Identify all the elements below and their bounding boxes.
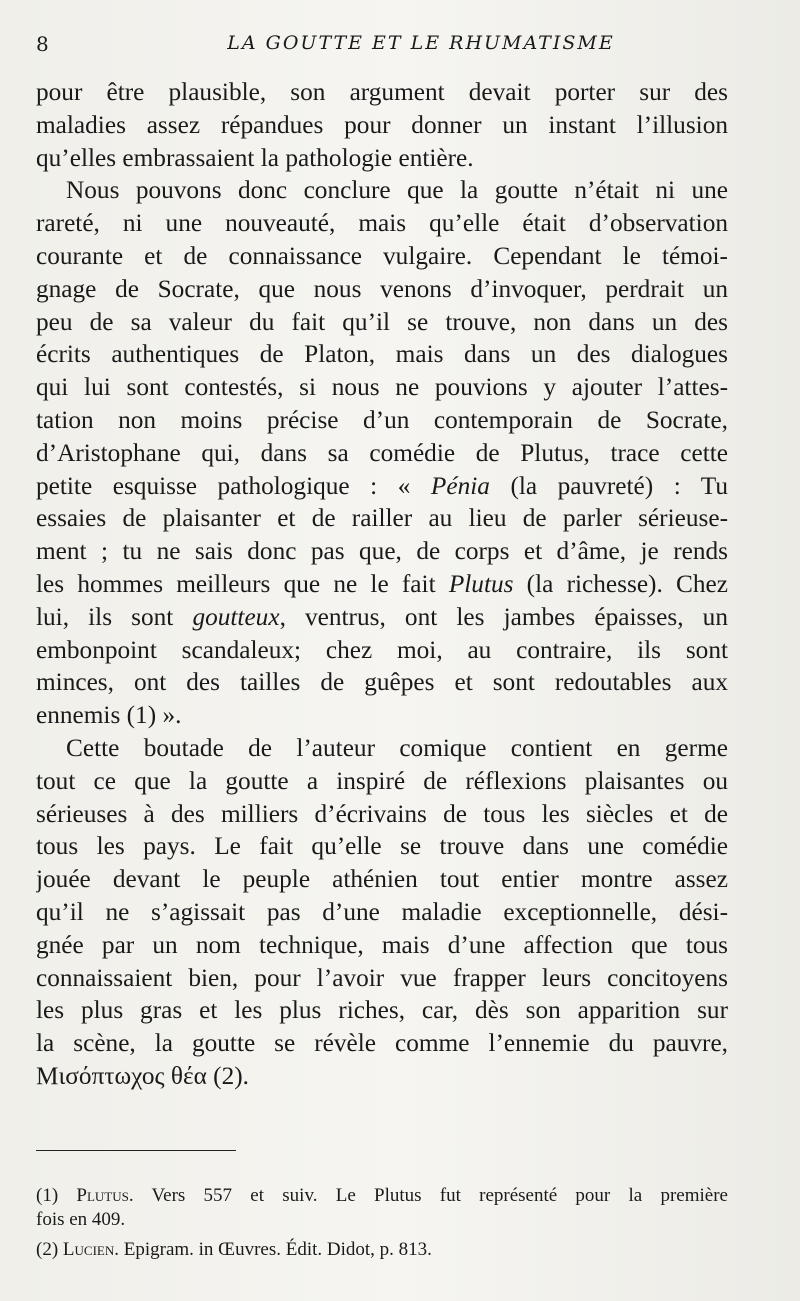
text-line: gnage de Socrate, que nous venons d’invoquer, perdrait un	[36, 274, 728, 303]
text-segment: (la pauvreté) : Tu	[489, 471, 728, 500]
text-line: peu de sa valeur du fait qu’il se trouve, non dans un des	[36, 307, 728, 336]
text-segment: petite esquisse pathologique : «	[36, 471, 431, 500]
text-line: pour être plausible, son argument devait porter sur des	[36, 78, 728, 106]
text-line: sérieuses à des milliers d’écrivains de tous les siècles et de	[36, 799, 728, 828]
text-line: gnée par un nom technique, mais d’une affection que tous	[36, 930, 728, 959]
text-line: jouée devant le peuple athénien tout entier montre assez	[36, 865, 728, 894]
body-text	[36, 76, 728, 1093]
text-line: Μισόπτωχος θέα (2).	[36, 1061, 249, 1090]
text-line: minces, ont des tailles de guêpes et sont redoutables aux	[36, 668, 728, 697]
paragraph-1	[36, 76, 728, 174]
footnote-2	[36, 1238, 728, 1262]
text-line: la scène, la goutte se révèle comme l’ennemie du pauvre,	[36, 1029, 728, 1058]
text-line: maladies assez répandues pour donner un instant l’illusion	[36, 110, 728, 139]
footnote-text: . Epigram. in Œuvres. Édit. Didot, p. 813.	[114, 1239, 432, 1260]
paragraph-2	[36, 174, 728, 732]
text-line	[36, 568, 728, 601]
footnote-line	[36, 1238, 728, 1262]
text-line: rareté, ni une nouveauté, mais qu’elle était d’observation	[36, 209, 728, 238]
italic-term: Pénia	[430, 471, 490, 500]
footnote-line	[36, 1184, 728, 1208]
italic-term: goutteux	[192, 602, 280, 631]
text-line: ennemis (1) ».	[36, 701, 182, 730]
footnote-marker: (2)	[36, 1239, 63, 1260]
text-line: qu’il ne s’agissait pas d’une maladie exceptionnelle, dési-	[36, 897, 728, 926]
text-line: embonpoint scandaleux; chez moi, au contraire, ils sont	[36, 635, 728, 664]
footnote-author: Lucien	[62, 1239, 115, 1260]
text-line: connaissaient bien, pour l’avoir vue frapper leurs concitoyens	[36, 963, 728, 992]
text-segment: (la richesse). Chez	[513, 569, 728, 598]
text-line: tation non moins précise d’un contemporain de Socrate,	[36, 405, 728, 434]
footnote-divider	[36, 1150, 236, 1151]
footnote-text: . Vers 557 et suiv. Le Plutus fut représenté pour la première	[128, 1185, 728, 1206]
page-header	[36, 30, 756, 60]
text-line: Nous pouvons donc conclure que la goutte n’était ni une	[66, 176, 728, 205]
text-line: tous les pays. Le fait qu’elle se trouve dans une comédie	[36, 832, 728, 861]
text-segment: , ventrus, ont les jambes épaisses, un	[279, 602, 728, 631]
footnote-marker: (1)	[36, 1185, 77, 1206]
text-line: ment ; tu ne sais donc pas que, de corps et d’âme, je rends	[36, 537, 728, 566]
text-line: écrits authentiques de Platon, mais dans un des dialogues	[36, 340, 728, 369]
italic-term: Plutus	[448, 569, 514, 598]
text-line: essaies de plaisanter et de railler au lieu de parler sérieuse-	[36, 504, 728, 533]
paragraph-3	[36, 732, 728, 1093]
text-segment: les hommes meilleurs que ne le fait	[36, 569, 449, 598]
running-head: LA GOUTTE ET LE RHUMATISME	[227, 32, 615, 54]
footnote-line: fois en 409.	[36, 1209, 126, 1230]
page-number: 8	[36, 32, 49, 56]
footnotes	[36, 1184, 728, 1268]
text-line: d’Aristophane qui, dans sa comédie de Plutus, trace cette	[36, 438, 728, 467]
text-line: courante et de connaissance vulgaire. Cependant le témoi-	[36, 241, 728, 270]
text-line: tout ce que la goutte a inspiré de réflexions plaisantes ou	[36, 766, 728, 795]
text-line: qu’elles embrassaient la pathologie entière.	[36, 143, 474, 172]
text-line: les plus gras et les plus riches, car, dès son apparition sur	[36, 996, 728, 1025]
footnote-author: Plutus	[76, 1185, 129, 1206]
text-line: Cette boutade de l’auteur comique contient en germe	[66, 733, 728, 762]
text-line	[36, 470, 728, 503]
text-segment: lui, ils sont	[36, 602, 193, 631]
text-line: qui lui sont contestés, si nous ne pouvions y ajouter l’attes-	[36, 373, 728, 402]
footnote-1	[36, 1184, 728, 1232]
text-line	[36, 601, 728, 634]
